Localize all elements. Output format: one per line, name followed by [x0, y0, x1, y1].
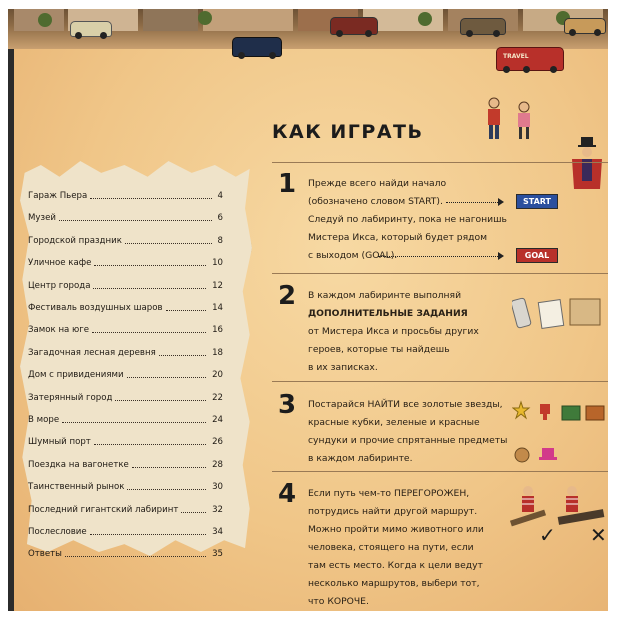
step-text-line: что КОРОЧЕ. — [308, 596, 369, 607]
start-sign: START — [516, 194, 558, 209]
step-4 — [268, 479, 608, 609]
contents-dot-leader — [65, 556, 206, 557]
contents-item-title: Замок на юге — [28, 325, 90, 336]
contents-item-title: Фестиваль воздушных шаров — [28, 303, 163, 313]
pink-hat-icon — [542, 448, 554, 458]
contents-item-page: 24 — [212, 415, 223, 425]
contents-item-page: 35 — [212, 549, 223, 560]
red-chest-icon — [586, 406, 604, 420]
contents-item-page: 16 — [212, 325, 223, 336]
car-icon — [564, 18, 606, 34]
contents-item — [28, 482, 223, 494]
red-cup-icon — [540, 404, 550, 414]
contents-item — [28, 415, 223, 427]
step-text-line: несколько маршрутов, выбери тот, — [308, 578, 480, 589]
contents-dot-leader — [94, 265, 206, 266]
step-text-line: Прежде всего найди начало — [308, 178, 447, 189]
car-icon — [460, 18, 506, 35]
contents-item-title: Музей — [28, 213, 56, 224]
contents-item-title: Загадочная лесная деревня — [28, 347, 156, 358]
truck-sign: TRAVEL — [503, 53, 529, 60]
cookie-icon — [515, 448, 529, 462]
contents-item — [28, 258, 223, 270]
contents-item-page: 12 — [212, 280, 223, 291]
contents-item-title: Ответы — [28, 549, 62, 560]
contents-item-title: Послесловие — [28, 527, 87, 537]
contents-item — [28, 370, 223, 382]
contents-item-title: Гараж Пьера — [28, 191, 88, 201]
contents-item-page: 20 — [212, 370, 223, 381]
street-illustration — [8, 9, 608, 49]
map-note-icon — [570, 299, 600, 325]
contents-item-title: Уличное кафе — [28, 258, 92, 269]
contents-item-page: 26 — [212, 437, 223, 448]
contents-dot-leader — [125, 243, 212, 244]
building — [143, 9, 198, 31]
step-text-line: потрудись найти другой маршрут. — [308, 506, 478, 517]
contents-dot-leader — [127, 489, 206, 490]
contents-item-title: Центр города — [28, 280, 91, 291]
car-icon — [330, 17, 378, 35]
contents-item-title: Шумный порт — [28, 437, 91, 448]
contents-item-page: 18 — [212, 347, 223, 358]
step-text-line: Можно пройти мимо животного или — [308, 524, 484, 535]
tree-icon — [418, 12, 432, 26]
step-text-line: Постарайся НАЙТИ все золотые звезды, — [308, 399, 503, 410]
page-title: КАК ИГРАТЬ — [272, 121, 424, 143]
step-text-line: Следуй по лабиринту, пока не нагонишь — [308, 214, 507, 225]
red-truck-icon — [496, 47, 564, 71]
dotted-arrow — [378, 256, 500, 257]
no-cross-icon: ✕ — [590, 523, 607, 547]
contents-dot-leader — [90, 198, 211, 199]
contents-item-title: В море — [28, 415, 60, 425]
step-number: 2 — [278, 281, 297, 311]
contents-dot-leader — [181, 512, 206, 513]
building — [203, 9, 293, 31]
contents-item-page: 32 — [212, 504, 223, 515]
contents-item-page: 22 — [212, 392, 223, 403]
contents-item — [28, 213, 223, 225]
step-text-line: с выходом (GOAL). — [308, 250, 398, 261]
step-number: 4 — [278, 479, 297, 509]
step-number: 1 — [278, 169, 297, 199]
contents-item — [28, 236, 223, 248]
contents-item-page: 30 — [212, 482, 223, 493]
step-text-line: человека, стоящего на пути, если — [308, 542, 474, 553]
contents-dot-leader — [59, 220, 212, 221]
contents-item — [28, 303, 223, 315]
step-text-line: ДОПОЛНИТЕЛЬНЫЕ ЗАДАНИЯ — [308, 308, 468, 319]
contents-item-page: 8 — [217, 235, 223, 246]
contents-item-title: Затерянный город — [28, 392, 113, 403]
divider — [272, 162, 608, 163]
contents-dot-leader — [127, 377, 206, 378]
step-2 — [268, 281, 608, 376]
contents-item — [28, 437, 223, 449]
car-icon — [70, 21, 112, 37]
blue-car-icon — [232, 37, 282, 57]
step-text-line: Мистера Икса, который будет рядом — [308, 232, 488, 243]
contents-dot-leader — [94, 444, 206, 445]
contents-item — [28, 527, 223, 539]
page-spine-edge — [8, 9, 14, 611]
tree-icon — [198, 11, 212, 25]
step-1 — [268, 169, 608, 269]
contents-dot-leader — [62, 422, 206, 423]
contents-item — [28, 281, 223, 293]
ok-checkmark-icon: ✓ — [539, 523, 556, 547]
contents-dot-leader — [159, 355, 206, 356]
book-page — [8, 9, 608, 611]
step-text-line: в каждом лабиринте. — [308, 453, 413, 464]
dotted-arrow — [446, 202, 500, 203]
goal-sign: GOAL — [516, 248, 558, 263]
gold-star-icon — [513, 402, 529, 418]
contents-item-page: 28 — [212, 459, 223, 470]
step-text-line: от Мистера Икса и просьбы других — [308, 326, 479, 337]
step-number: 3 — [278, 390, 297, 420]
contents-item-title: Поездка на вагонетке — [28, 459, 129, 470]
contents-item-title: Последний гигантский лабиринт — [28, 504, 179, 515]
contents-item — [28, 505, 223, 517]
contents-item — [28, 348, 223, 360]
step-text-line: в их записках. — [308, 362, 378, 373]
contents-dot-leader — [132, 467, 206, 468]
contents-item — [28, 549, 223, 561]
notes-icons — [512, 293, 604, 333]
step-text-line: там есть место. Когда к цели ведут — [308, 560, 483, 571]
divider — [272, 381, 608, 382]
tree-icon — [38, 13, 52, 27]
contents-dot-leader — [90, 534, 206, 535]
hidden-items-icons — [512, 400, 608, 470]
step-text-line: Если путь чем-то ПЕРЕГОРОЖЕН, — [308, 488, 470, 499]
contents-item-page: 14 — [212, 303, 223, 313]
contents-dot-leader — [166, 310, 207, 311]
green-chest-icon — [562, 406, 580, 420]
contents-item-title: Дом с привидениями — [28, 370, 124, 381]
step-text-line: В каждом лабиринте выполняй — [308, 290, 462, 301]
step-text-line: красные кубки, зеленые и красные — [308, 417, 480, 428]
contents-item — [28, 325, 223, 337]
contents-dot-leader — [92, 332, 206, 333]
contents-item-title: Таинственный рынок — [28, 482, 125, 493]
scroll-note-icon — [512, 298, 531, 329]
contents-item — [28, 460, 223, 472]
contents-item-page: 4 — [217, 191, 223, 201]
step-text-line: сундуки и прочие спрятанные предметы — [308, 435, 508, 446]
paper-note-icon — [538, 300, 563, 329]
contents-item — [28, 191, 223, 203]
step-text-line: героев, которые ты найдешь — [308, 344, 450, 355]
contents-item-page: 6 — [217, 213, 223, 224]
contents-dot-leader — [93, 288, 206, 289]
contents-item-page: 10 — [212, 258, 223, 269]
step-3 — [268, 390, 608, 470]
divider — [272, 273, 608, 274]
step-text-line: (обозначено словом START). — [308, 196, 443, 207]
contents-item — [28, 393, 223, 405]
contents-item-title: Городской праздник — [28, 235, 122, 246]
children-illustration — [476, 95, 546, 143]
contents-item-page: 34 — [212, 527, 223, 537]
contents-dot-leader — [115, 400, 206, 401]
arrow-head-icon — [498, 252, 504, 260]
arrow-head-icon — [498, 198, 504, 206]
divider — [272, 471, 608, 472]
